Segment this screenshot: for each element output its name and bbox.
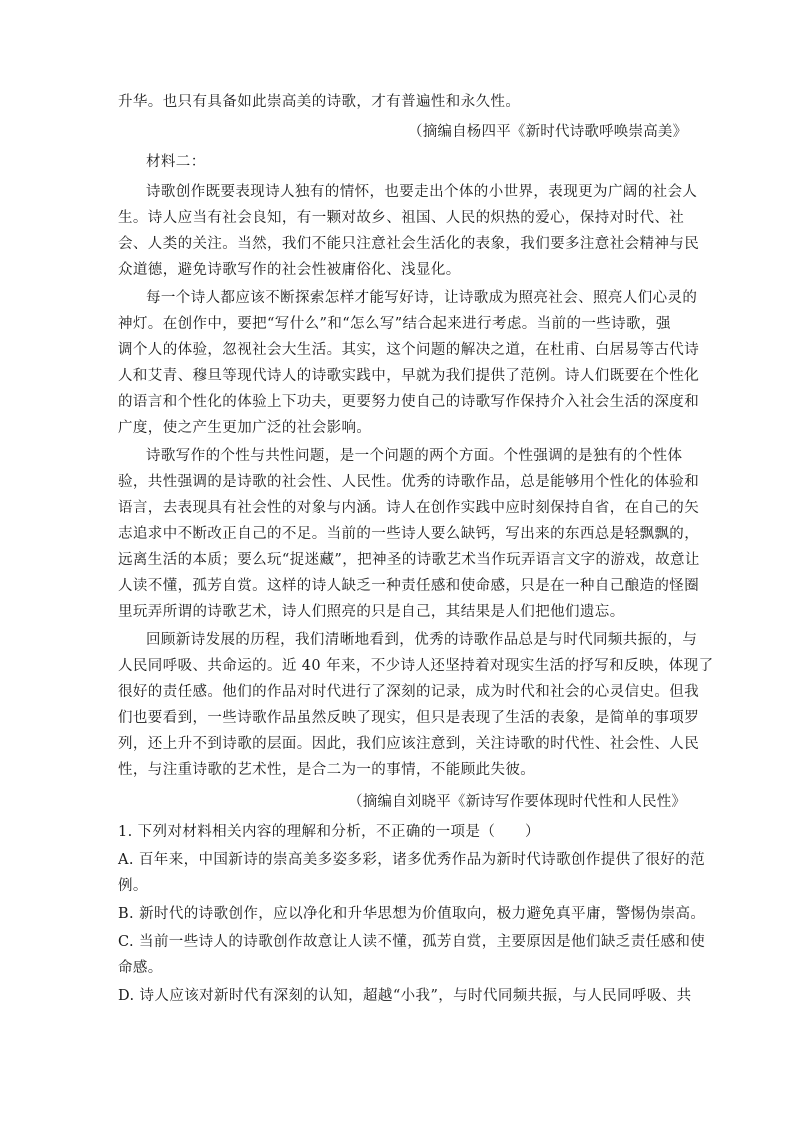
- option-d: D. 诗人应该对新时代有深刻的认知，超越“小我”，与时代同频共振，与人民同呼吸、共: [118, 988, 692, 1004]
- paragraph-line: 性，与注重诗歌的艺术性，是合二为一的事情，不能顾此失彼。: [118, 762, 536, 778]
- option-a-continued: 例。: [118, 878, 148, 894]
- paragraph-line: 人和艾青、穆旦等现代诗人的诗歌实践中，早就为我们提供了范例。诗人们既要在个性化: [118, 368, 700, 384]
- paragraph-line: 生。诗人应当有社会良知，有一颗对故乡、祖国、人民的炽热的爱心，保持对时代、社: [118, 210, 685, 226]
- paragraph-line: 诗歌写作的个性与共性问题，是一个问题的两个方面。个性强调的是独有的个性体: [146, 448, 683, 464]
- option-a: A. 百年来，中国新诗的崇高美多姿多彩，诸多优秀作品为新时代诗歌创作提供了很好的范: [118, 852, 706, 868]
- paragraph-line: 验，共性强调的是诗歌的社会性、人民性。优秀的诗歌作品，总是能够用个性化的体验和: [118, 474, 700, 490]
- option-c: C. 当前一些诗人的诗歌创作故意让人读不懂，孤芳自赏，主要原因是他们缺乏责任感和使: [118, 934, 706, 950]
- paragraph-line: 里玩弄所谓的诗歌艺术，诗人们照亮的只是自己，其结果是人们把他们遗忘。: [118, 604, 625, 620]
- section-heading: 材料二：: [146, 154, 206, 170]
- paragraph-line: 们也要看到，一些诗歌作品虽然反映了现实，但只是表现了生活的表象，是简单的事项罗: [118, 710, 700, 726]
- option-b: B. 新时代的诗歌创作，应以净化和升华思想为价值取向，极力避免真平庸，警惕伪崇高。: [118, 906, 706, 922]
- paragraph-line: 语言，去表现具有社会性的对象与内涵。诗人在创作实践中应时刻保持自省，在自己的矢: [118, 500, 700, 516]
- paragraph-line: 每一个诗人都应该不断探索怎样才能写好诗，让诗歌成为照亮社会、照亮人们心灵的: [146, 290, 698, 306]
- option-c-continued: 命感。: [118, 960, 163, 976]
- paragraph-line: 志追求中不断改正自己的不足。当前的一些诗人要么缺钙，写出来的东西总是轻飘飘的，: [118, 526, 700, 542]
- paragraph-line: 列，还上升不到诗歌的层面。因此，我们应该注意到，关注诗歌的时代性、社会性、人民: [118, 736, 700, 752]
- paragraph-line: 远离生活的本质；要么玩“捉迷藏”，把神圣的诗歌艺术当作玩弄语言文字的游戏，故意让: [118, 552, 700, 568]
- source-citation: （摘编自刘晓平《新诗写作要体现时代性和人民性》: [348, 794, 687, 810]
- source-citation: （摘编自杨四平《新时代诗歌呼唤崇高美》: [408, 124, 688, 140]
- paragraph-line: 调个人的体验，忽视社会大生活。其实，这个问题的解决之道，在杜甫、白居易等古代诗: [118, 342, 700, 358]
- paragraph-line: 的语言和个性化的体验上下功夫，更要努力使自己的诗歌写作保持介入社会生活的深度和: [118, 394, 700, 410]
- paragraph-line: 会、人类的关注。当然，我们不能只注意社会生活化的表象，我们要多注意社会精神与民: [118, 236, 700, 252]
- paragraph-line: 广度，使之产生更加广泛的社会影响。: [118, 420, 372, 436]
- paragraph-line: 升华。也只有具备如此崇高美的诗歌，才有普遍性和永久性。: [118, 94, 521, 110]
- paragraph-line: 回顾新诗发展的历程，我们清晰地看到，优秀的诗歌作品总是与时代同频共振的，与: [146, 632, 698, 648]
- paragraph-line: 人民同呼吸、共命运的。近 40 年来，不少诗人还坚持着对现实生活的抒写和反映，体现了: [118, 658, 714, 674]
- paragraph-line: 很好的责任感。他们的作品对时代进行了深刻的记录，成为时代和社会的心灵信史。但我: [118, 684, 700, 700]
- paragraph-line: 人读不懂，孤芳自赏。这样的诗人缺乏一种责任感和使命感，只是在一种自己酿造的怪圈: [118, 578, 700, 594]
- paragraph-line: 诗歌创作既要表现诗人独有的情怀，也要走出个体的小世界，表现更为广阔的社会人: [146, 184, 698, 200]
- paragraph-line: 神灯。在创作中，要把“写什么”和“怎么写”结合起来进行考虑。当前的一些诗歌，强: [118, 316, 671, 332]
- paragraph-line: 众道德，避免诗歌写作的社会性被庸俗化、浅显化。: [118, 262, 461, 278]
- question-stem: 1. 下列对材料相关内容的理解和分析，不正确的一项是（ ）: [118, 824, 540, 840]
